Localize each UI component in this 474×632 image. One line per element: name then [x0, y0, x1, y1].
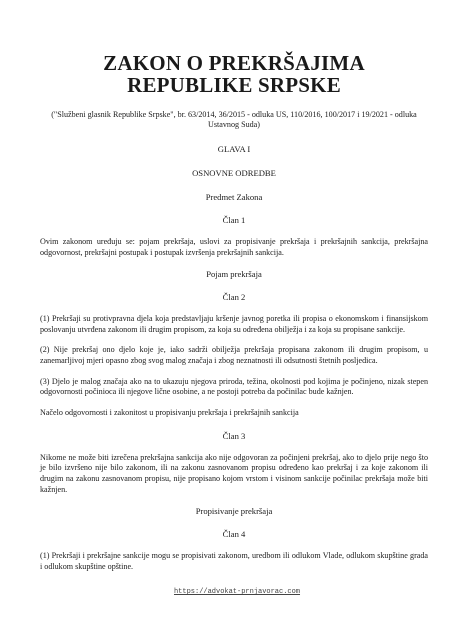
- article-4-heading: Član 4: [222, 529, 246, 540]
- article-2-heading: Član 2: [222, 292, 246, 303]
- gazette-reference: ("Službeni glasnik Republike Srpske", br. 63/2014, 36/2015 - odluka US, 110/2016, 100/2017 i 19/2021 - odluka Ustavnog Suda): [51, 110, 417, 129]
- section-heading-subject: Predmet Zakona: [205, 192, 263, 202]
- article-2-paragraph-2: (2) Nije prekršaj ono djelo koje je, iako sadrži obilježja prekršaja propisana zakonom ili drugim propisom, u zanemarljivoj mjeri opasno zbog svog malog značaja i zbog neznatnosti ili odsutnosti štetnih posljedica.: [40, 345, 428, 365]
- chapter-heading: GLAVA I: [217, 144, 251, 154]
- footer-link[interactable]: https://advokat-prnjavorac.com: [173, 588, 301, 596]
- article-3-heading: Član 3: [222, 430, 246, 441]
- chapter-title: OSNOVNE ODREDBE: [192, 168, 276, 178]
- article-1-heading: Član 1: [222, 215, 246, 225]
- section-heading-principle: Načelo odgovornosti i zakonitost u propisivanju prekršaja i prekršajnih sankcija: [40, 407, 299, 417]
- article-4-paragraph-1: (1) Prekršaji i prekršajne sankcije mogu se propisivati zakonom, uredbom ili odlukom Vlade, odlukom skupštine grada i odlukom skupštine opštine.: [40, 551, 428, 571]
- article-2-paragraph-1: (1) Prekršaji su protivpravna djela koja predstavljaju kršenje javnog poretka ili propisa o ekonomskom i finansijskom poslovanju utvrđena zakonom ili drugim propisom, za koja su određena obilježja i za koja su propisane sankcije.: [40, 314, 428, 334]
- section-heading-prescribing: Propisivanje prekršaja: [195, 506, 273, 517]
- document-title-line2: REPUBLIKE SRPSKE: [127, 73, 341, 97]
- article-3-text: Nikome ne može biti izrečena prekršajna sankcija ako nije odgovoran za počinjeni prekršaj, ako to djelo prije nego što je bilo izvršeno nije bilo zakonom, ili na zakonu zasnovanom propisu određeno kao prekršaj i za koje zakonom ili drugim na zakonu zasnovanom propisu, nije propisano kojom vrstom i visinom sankcije počinilac prekršaja može biti kažnjen.: [40, 452, 428, 494]
- article-2-paragraph-3: (3) Djelo je malog značaja ako na to ukazuju njegova priroda, težina, okolnosti pod kojima je počinjeno, nizak stepen odgovornosti počinioca ili njegove lične osobine, a ne postoji potreba da počinilac bude kažnjen.: [40, 376, 428, 397]
- article-1-text: Ovim zakonom uređuju se: pojam prekršaja, uslovi za propisivanje prekršaja i prekršajnih sankcija, prekršajna odgovornost, prekršajni postupak i postupak izvršenja prekršajnih sankcija.: [40, 237, 428, 257]
- section-heading-concept: Pojam prekršaja: [206, 269, 262, 280]
- document-title-line1: ZAKON O PREKRŠAJIMA: [103, 51, 365, 75]
